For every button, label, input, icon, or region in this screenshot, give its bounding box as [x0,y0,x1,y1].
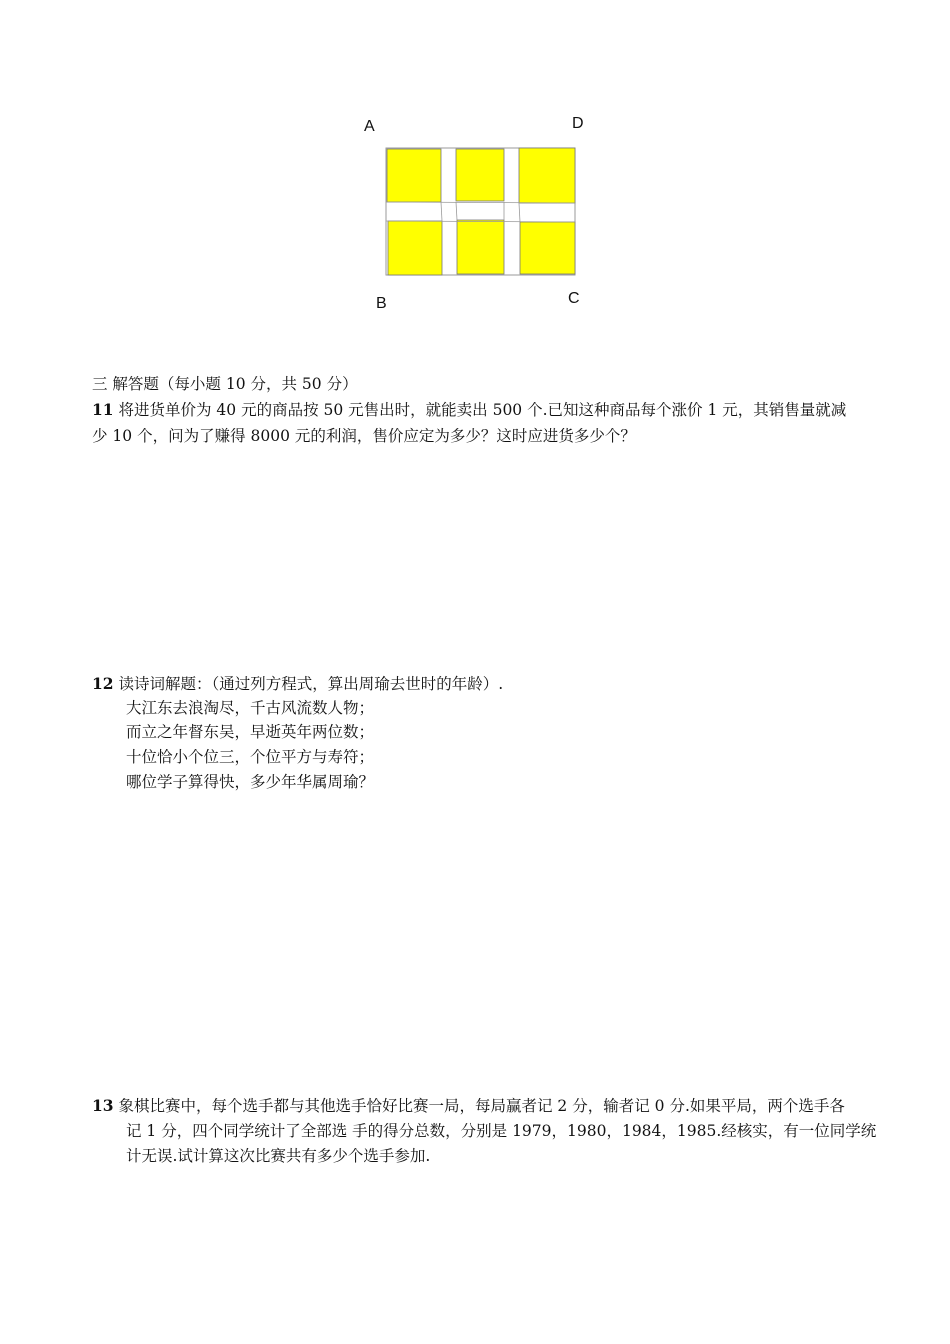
q13-text-1: 象棋比赛中，每个选手都与其他选手恰好比赛一局，每局赢者记 2 分，输者记 0 分.如果平局，两个选手各 [113,1097,845,1115]
q11-text-1: 将进货单价为 40 元的商品按 50 元售出时，就能卖出 500 个.已知这种商品每个涨价 1 元，其销售量就减 [113,401,847,419]
yard-figure [350,110,610,320]
yellow-square-2 [456,149,504,201]
q13-line-3: 计无误.试计算这次比赛共有多少个选手参加. [126,1147,431,1165]
q11-line-1 [92,400,846,420]
q12-poem-line-4: 哪位学子算得快，多少年华属周瑜？ [126,773,375,791]
q12-intro: 读诗词解题：（通过列方程式，算出周瑜去世时的年龄）. [113,675,504,693]
q13-number: 13 [92,1096,114,1115]
yellow-square-1 [387,149,441,202]
q13-line-1 [92,1096,845,1116]
label-a: A [364,118,375,135]
yellow-square-3 [519,148,575,203]
yard-diagram [350,110,610,320]
q12-poem-line-3: 十位恰小个位三，个位平方与寿符； [126,748,375,766]
label-c: C [568,290,580,307]
q11-line-2: 少 10 个，问为了赚得 8000 元的利润，售价应定为多少？这时应进货多少个？ [92,427,636,445]
yellow-square-6 [520,222,575,274]
label-d: D [572,115,584,132]
q11-number: 11 [92,400,114,419]
q12-poem-line-2: 而立之年督东吴，早逝英年两位数； [126,723,375,741]
q12-line-1 [92,674,503,694]
label-b: B [376,295,387,312]
yellow-square-4 [388,221,442,275]
q12-number: 12 [92,674,114,693]
q12-poem-line-1: 大江东去浪淘尽，千古风流数人物； [126,699,375,717]
q13-line-2: 记 1 分，四个同学统计了全部选 手的得分总数，分别是 1979，1980，1984，1985.经核实，有一位同学统 [126,1122,877,1140]
section-heading: 三 解答题（每小题 10 分，共 50 分） [92,375,358,393]
yellow-square-5 [457,220,504,274]
